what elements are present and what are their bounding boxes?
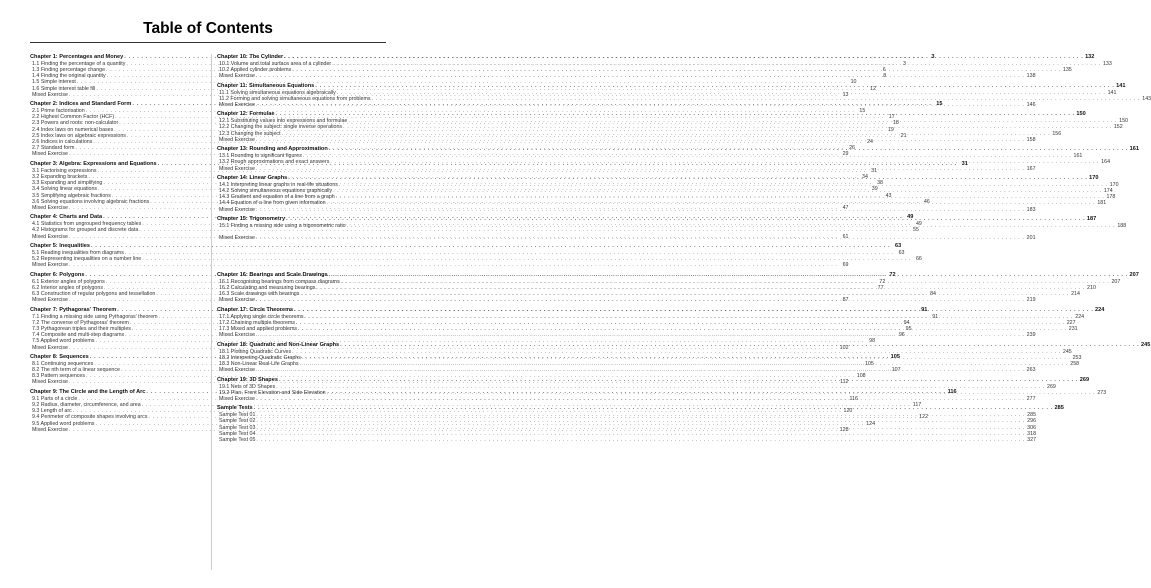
page-number: 38 <box>877 180 883 187</box>
toc-section <box>30 243 922 269</box>
entry-title: 3.5 Simplifying algebraic fractions <box>32 192 111 199</box>
page-number: 245 <box>1062 348 1072 355</box>
entry-title: 4.1 Statistics from ungrouped frequency tables <box>32 221 142 228</box>
page-number: 105 <box>890 354 900 361</box>
page-number: 116 <box>947 389 957 396</box>
dot-leader <box>293 307 1094 313</box>
entry-title: 7.1 Finding a missing side using Pythagoras' theorem <box>32 313 158 320</box>
entry-title: 13.1 Rounding to significant figures <box>219 153 302 160</box>
page-number: 174 <box>1103 188 1113 195</box>
entry-title: 7.2 The converse of Pythagoras' theorem <box>32 319 129 326</box>
page-number: 91 <box>921 306 928 313</box>
entry-title: Mixed Exercise <box>219 136 255 143</box>
page-number: 124 <box>866 420 876 427</box>
page-number: 69 <box>842 262 849 269</box>
toc-entry[interactable] <box>30 297 849 304</box>
entry-title: 1.6 Simple interest table fill <box>32 85 96 92</box>
page-number: 26 <box>849 145 855 152</box>
entry-title: Mixed Exercise <box>219 206 255 213</box>
entry-title: Mixed Exercise <box>32 262 68 269</box>
entry-title: 9.4 Perimeter of composite shapes involving arcs <box>32 414 148 421</box>
page-number: 102 <box>839 344 849 351</box>
entry-title: 15.1 Finding a missing side using a trigonometric ratio <box>219 223 346 230</box>
entry-title: 2.5 Index laws on algebraic expressions <box>32 132 126 139</box>
chapter-title: Chapter 10: The Cylinder <box>217 54 284 60</box>
chapter-title: Chapter 1: Percentages and Money <box>30 54 124 60</box>
entry-title: 3.3 Expanding and simplifying <box>32 180 103 187</box>
page-number: 214 <box>1071 291 1080 298</box>
toc-entry[interactable] <box>217 73 1036 80</box>
entry-title: 10.2 Applied cylinder problems <box>219 66 292 73</box>
page-number: 285 <box>1054 405 1064 412</box>
page-number: 6 <box>882 66 886 73</box>
page-number: 253 <box>1072 354 1082 361</box>
page-number: 107 <box>891 367 901 374</box>
entry-title: 3.6 Solving equations involving algebraic fractions <box>32 198 150 205</box>
dot-leader <box>285 216 1086 222</box>
page-number: 3 <box>931 54 935 60</box>
page-number: 141 <box>1116 82 1126 89</box>
page-number: 87 <box>842 297 849 304</box>
dot-leader <box>255 437 1026 443</box>
entry-title: Mixed Exercise <box>32 344 68 351</box>
entry-title: 1.1 Finding the percentage of a quantity <box>32 60 126 67</box>
page-number: 188 <box>1117 223 1127 230</box>
entry-title: Mixed Exercise <box>219 367 255 374</box>
entry-title: Mixed Exercise <box>219 165 255 172</box>
dot-leader <box>328 146 1129 152</box>
entry-title: 2.2 Highest Common Factor (HCF) <box>32 114 115 121</box>
page-number: 98 <box>869 338 876 345</box>
entry-title: Mixed Exercise <box>32 233 68 240</box>
page-number: 219 <box>1026 297 1036 304</box>
chapter-title: Chapter 3: Algebra: Expressions and Equations <box>30 160 157 167</box>
page-number: 3 <box>903 60 906 67</box>
chapter-title: Chapter 16: Bearings and Scale Drawings <box>217 271 328 278</box>
dot-leader <box>275 111 1076 117</box>
page-number: 63 <box>894 243 902 250</box>
entry-title: 11.1 Solving simultaneous equations algebraically <box>219 89 336 96</box>
page-number: 164 <box>1101 159 1111 166</box>
toc-entry[interactable] <box>30 233 849 240</box>
page-number: 122 <box>919 414 929 421</box>
entry-title: 18.1 Plotting Quadratic Curves <box>219 348 292 355</box>
page-number: 12 <box>870 85 876 92</box>
entry-title: 11.2 Forming and solving simultaneous equations from problems <box>219 95 371 102</box>
entry-title: 9.1 Parts of a circle <box>32 395 78 402</box>
page-number: 15 <box>936 101 943 108</box>
chapter-heading[interactable] <box>30 243 902 250</box>
chapter-title: Chapter 7: Pythagoras' Theorem <box>30 306 117 313</box>
page-number: 55 <box>912 227 919 234</box>
chapter-title: Chapter 13: Rounding and Approximation <box>217 146 328 153</box>
entry-title: 9.5 Applied word problems <box>32 420 95 427</box>
entry-title: 16.1 Recognising bearings from compass diagrams <box>219 278 340 285</box>
dot-leader <box>255 332 1026 338</box>
entry-title: Sample Test 04 <box>219 430 256 437</box>
page-number: 239 <box>1026 332 1036 339</box>
chapter-title: Chapter 8: Sequences <box>30 354 89 361</box>
page-number: 285 <box>1027 412 1037 419</box>
chapter-title: Chapter 4: Charts and Data <box>30 214 103 221</box>
entry-title: 6.1 Exterior angles of polygons <box>32 278 105 285</box>
page-number: 39 <box>871 186 878 193</box>
chapter-title: Chapter 5: Inequalities <box>30 243 90 250</box>
dot-leader <box>339 342 1140 348</box>
entry-title: 1.5 Simple interest <box>32 79 76 86</box>
page-number: 17 <box>888 114 895 121</box>
page-number: 207 <box>1111 278 1121 285</box>
dot-leader <box>253 405 1054 411</box>
page-number: 181 <box>1097 200 1107 207</box>
title-divider <box>30 42 386 43</box>
chapter-heading[interactable] <box>217 54 1095 60</box>
entry-title: 5.1 Reading inequalities from diagrams <box>32 249 124 256</box>
entry-title: 17.1 Applying single circle theorems <box>219 313 304 320</box>
entry-title: 7.5 Applied word problems <box>32 338 95 345</box>
page-number: 161 <box>1129 146 1139 153</box>
chapter-title: Chapter 12: Formulae <box>217 111 275 118</box>
page-number: 170 <box>1109 181 1119 188</box>
page-number: 224 <box>1075 313 1085 320</box>
entry-title: Sample Test 02 <box>219 418 256 425</box>
chapter-title: Chapter 6: Polygons <box>30 271 85 278</box>
page-number: 327 <box>1027 437 1037 443</box>
entry-title: Sample Test 03 <box>219 424 256 431</box>
entry-title: Mixed Exercise <box>32 379 68 386</box>
entry-title: 19.1 Nets of 3D Shapes <box>219 383 276 390</box>
page-number: 167 <box>1026 165 1036 172</box>
entry-title: 2.7 Standard form <box>32 145 75 152</box>
page-number: 187 <box>1086 216 1097 223</box>
chapter-title: Chapter 19: 3D Shapes <box>217 376 278 383</box>
page-number: 178 <box>1106 194 1116 201</box>
page-number: 258 <box>1070 360 1080 367</box>
page-number: 108 <box>856 373 866 380</box>
entry-title: 2.3 Powers and roots: non-calculator <box>32 120 119 127</box>
entry-title: Mixed Exercise <box>32 204 68 211</box>
dot-leader <box>68 262 839 268</box>
page-number: 18 <box>892 120 899 127</box>
page-number: 135 <box>1062 66 1072 73</box>
entry-title: 2.4 Index laws on numerical bases <box>32 126 114 133</box>
entry-title: Mixed Exercise <box>32 91 68 98</box>
dot-leader <box>255 396 1026 402</box>
dot-leader <box>278 377 1079 386</box>
entry-title: 4.2 Histograms for grouped and discrete data <box>32 227 139 234</box>
entry-title: 8.1 Continuing sequences <box>32 360 94 367</box>
page-number: 158 <box>1026 136 1036 143</box>
page-number: 143 <box>1142 95 1151 102</box>
entry-title: 6.3 Construction of regular polygons and tessellation <box>32 291 156 298</box>
entry-title: 3.1 Factorising expressions <box>32 167 97 174</box>
page-number: 15 <box>859 108 866 115</box>
entry-title: Mixed Exercise <box>32 297 68 304</box>
toc-entry[interactable] <box>30 204 849 211</box>
entry-title: 17.2 Chaining multiple theorems <box>219 319 295 326</box>
page-number: 263 <box>1026 367 1036 374</box>
page-number: 46 <box>923 198 930 205</box>
page-number: 132 <box>1085 54 1095 60</box>
entry-title: 1.4 Finding the original quantity <box>32 73 106 80</box>
page-number: 72 <box>879 278 886 285</box>
entry-title: Mixed Exercise <box>219 101 255 108</box>
dot-leader <box>314 83 1115 89</box>
toc-entry[interactable] <box>30 262 849 269</box>
toc-entry[interactable] <box>217 437 1037 443</box>
entry-title: 16.2 Calculating and measuring bearings <box>219 284 316 291</box>
chapter-title: Sample Tests <box>217 405 253 412</box>
entry-title: 3.2 Expanding brackets <box>32 173 88 180</box>
page-number: 43 <box>885 192 892 199</box>
page-number: 21 <box>900 132 907 139</box>
page-number: 201 <box>1026 235 1036 242</box>
page-number: 94 <box>903 319 910 326</box>
dot-leader <box>255 367 1026 373</box>
dot-leader <box>283 54 1084 60</box>
page-number: 61 <box>842 233 849 240</box>
entry-title: Sample Test 01 <box>219 412 256 419</box>
page-number: 105 <box>865 360 874 367</box>
page-number: 269 <box>1079 376 1090 383</box>
entry-title: 12.3 Changing the subject <box>219 130 281 137</box>
chapter-title: Chapter 17: Circle Theorems <box>217 306 294 313</box>
page-number: 183 <box>1026 206 1036 213</box>
page-number: 91 <box>932 313 939 320</box>
page-number: 133 <box>1102 60 1112 67</box>
dot-leader <box>255 102 1026 108</box>
page-number: 156 <box>1052 130 1062 137</box>
page-number: 49 <box>915 221 922 228</box>
entry-title: 17.3 Mixed and applied problems <box>219 326 298 333</box>
page-number: 19 <box>887 126 894 133</box>
column-gap <box>217 245 393 272</box>
entry-title: 9.3 Length of arc <box>32 408 72 415</box>
page-number: 170 <box>1089 175 1099 182</box>
page-number: 47 <box>842 204 849 211</box>
page-number: 29 <box>842 151 849 158</box>
entry-title: Mixed Exercise <box>32 151 68 158</box>
page-number: 245 <box>1141 341 1151 348</box>
entry-title: 12.1 Substituting values into expressions and formulae <box>219 118 348 125</box>
page-title: Table of Contents <box>143 20 273 37</box>
page-number: 141 <box>1107 89 1117 96</box>
page-number: 128 <box>839 426 849 433</box>
entry-title: 18.2 Interpreting Quadratic Graphs <box>219 354 301 361</box>
page-number: 34 <box>862 173 868 180</box>
entry-title: 7.4 Composite and multi-step diagrams <box>32 332 125 339</box>
dot-leader <box>287 175 1088 181</box>
entry-title: 19.2 Plan, Front Elevation and Side Elevation <box>219 389 326 396</box>
dot-leader <box>346 223 1117 229</box>
entry-title: 14.2 Solving simultaneous equations graphically <box>219 188 333 195</box>
page-number: 77 <box>877 284 884 291</box>
entry-title: Mixed Exercise <box>219 297 255 304</box>
entry-title: 13.2 Rough approximations and exact answers <box>219 159 330 166</box>
page-number: 116 <box>849 395 858 402</box>
dot-leader <box>255 166 1026 172</box>
entry-title: 3.4 Solving linear equations <box>32 186 98 193</box>
page-number: 10 <box>850 79 857 86</box>
page-number: 120 <box>843 408 853 415</box>
entry-title: Mixed Exercise <box>32 426 68 433</box>
page-number: 318 <box>1027 430 1037 437</box>
page-number: 227 <box>1066 319 1076 326</box>
page-number: 150 <box>1076 111 1086 118</box>
entry-title: 7.3 Pythagorean triples and their multiples <box>32 326 131 332</box>
page-number: 31 <box>961 160 968 167</box>
page-number: 207 <box>1129 271 1139 278</box>
chapter-title: Chapter 2: Indices and Standard Form <box>30 101 132 108</box>
page-number: 31 <box>871 167 878 174</box>
dot-leader <box>255 297 1026 303</box>
page-number: 161 <box>1073 153 1083 160</box>
entry-title: 14.1 Interpreting linear graphs in real-life situations <box>219 181 338 188</box>
dot-leader <box>255 73 1026 79</box>
entry-title: 14.3 Gradient and equation of a line from a graph <box>219 194 335 201</box>
entry-title: 2.1 Prime factorisation <box>32 108 85 115</box>
dot-leader <box>255 204 1026 213</box>
page-number: 63 <box>898 249 905 256</box>
page-number: 72 <box>889 271 896 278</box>
page-number: 49 <box>907 214 914 221</box>
chapter-title: Chapter 15: Trigonometry <box>217 216 286 223</box>
page-number: 152 <box>1113 124 1123 131</box>
page-number: 150 <box>1119 118 1128 125</box>
dot-leader <box>255 137 1026 146</box>
page-number: 13 <box>842 91 849 98</box>
entry-title: 9.2 Radius, diameter, circumference, and area <box>32 402 141 409</box>
entry-title: 10.1 Volume and total surface area of a cylinder <box>219 60 332 67</box>
page-number: 138 <box>1026 73 1036 80</box>
page-number: 306 <box>1027 424 1037 431</box>
chapter-title: Chapter 18: Quadratic and Non-Linear Graphs <box>217 341 340 348</box>
entry-title: Sample Test 05 <box>219 437 256 443</box>
page-number: 95 <box>905 326 912 332</box>
entry-title: Mixed Exercise <box>219 395 255 402</box>
entry-title: 8.2 The nth term of a linear sequence <box>32 367 120 374</box>
chapter-title: Chapter 11: Simultaneous Equations <box>217 82 315 89</box>
entry-title: Mixed Exercise <box>219 73 255 80</box>
entry-title: 1.3 Finding percentage change <box>32 66 106 73</box>
entry-title: 6.2 Interior angles of polygons <box>32 284 103 291</box>
entry-title: Mixed Exercise <box>219 332 255 339</box>
chapter-title: Chapter 9: The Circle and the Length of Arc <box>30 389 146 396</box>
entry-title: Mixed Exercise <box>219 235 255 242</box>
dot-leader <box>255 235 1026 241</box>
page-number: 224 <box>1095 306 1105 313</box>
entry-title: 18.3 Non-Linear Real-Life Graphs <box>219 360 299 367</box>
page-number: 273 <box>1097 389 1107 396</box>
page-number: 296 <box>1027 418 1037 425</box>
entry-title: 14.4 Equation of a line from given information <box>219 200 326 207</box>
page-number: 277 <box>1026 395 1036 402</box>
entry-title: 8.3 Pattern sequences <box>32 373 86 380</box>
chapter-title: Chapter 14: Linear Graphs <box>217 175 288 182</box>
entry-title: 12.2 Changing the subject: single inverse operations <box>219 124 343 131</box>
page-number: 8 <box>883 73 887 80</box>
page-number: 146 <box>1026 101 1036 108</box>
page-number: 84 <box>930 291 936 298</box>
page-number: 96 <box>898 332 905 339</box>
page-number: 117 <box>912 402 922 409</box>
dot-leader <box>328 272 1129 278</box>
page-number: 210 <box>1087 284 1096 291</box>
page-number: 231 <box>1068 326 1078 333</box>
entry-title: 2.6 Indices in calculations <box>32 139 93 146</box>
page-number: 112 <box>840 379 849 386</box>
toc-section <box>217 54 1112 80</box>
page-number: 24 <box>867 139 873 146</box>
entry-title: 5.2 Representing inequalities on a number line <box>32 256 142 263</box>
entry-title: 16.3 Scale drawings with bearings <box>219 291 300 298</box>
page-number: 66 <box>915 256 922 263</box>
page-number: 269 <box>1047 383 1056 390</box>
